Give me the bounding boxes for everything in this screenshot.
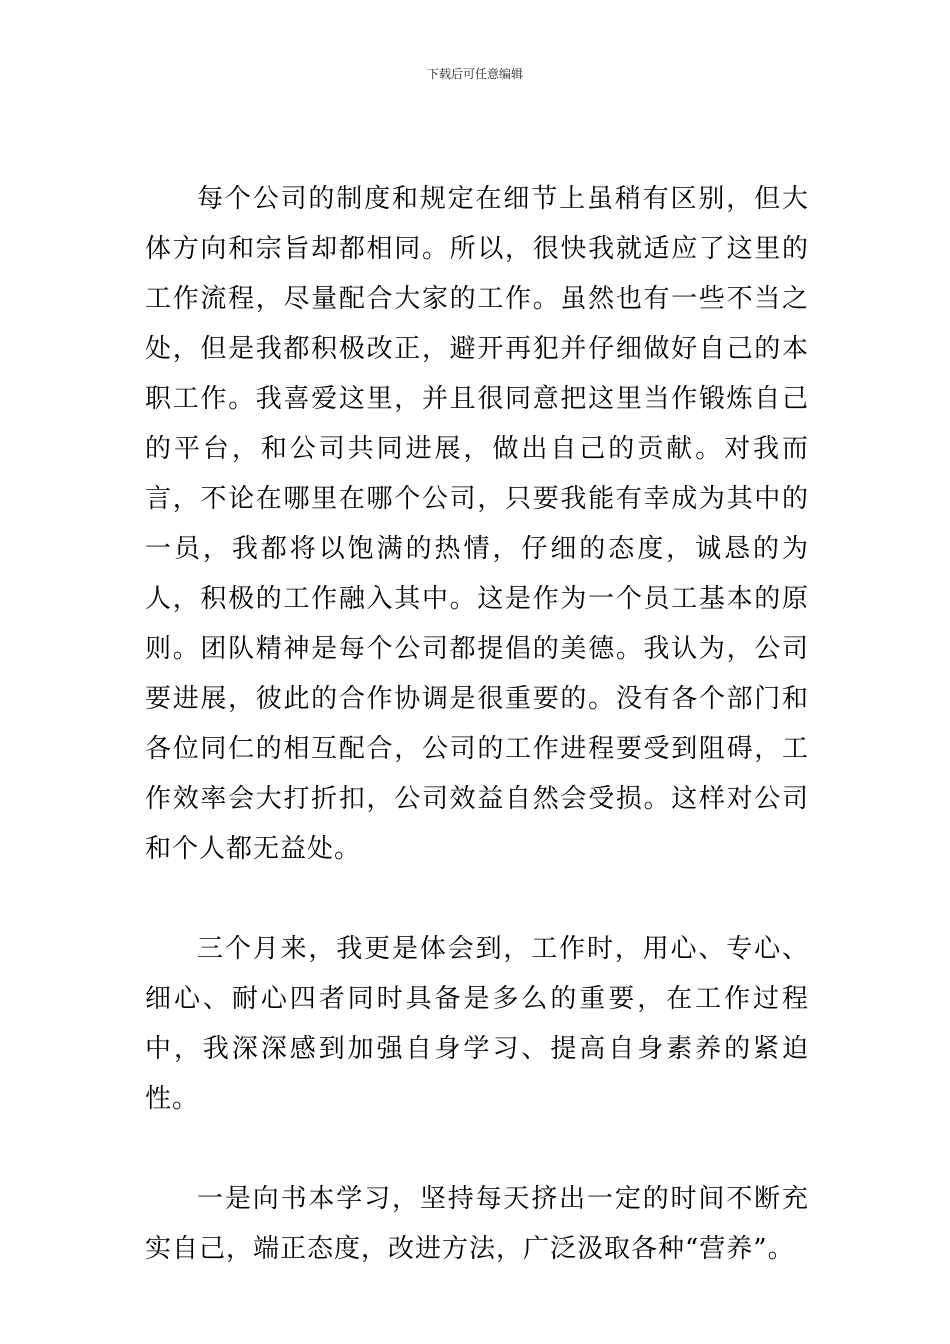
paragraph-3: 一是向书本学习，坚持每天挤出一定的时间不断充实自己，端正态度，改进方法，广泛汲取各种“营养”。 [145,1184,809,1264]
document-body [145,174,809,1274]
paragraph-2: 三个月来，我更是体会到，工作时，用心、专心、细心、耐心四者同时具备是多么的重要，在工作过程中，我深深感到加强自身学习、提高自身素养的紧迫性。 [145,934,809,1114]
paragraph-1: 每个公司的制度和规定在细节上虽稍有区别，但大体方向和宗旨却都相同。所以，很快我就适应了这里的工作流程，尽量配合大家的工作。虽然也有一些不当之处，但是我都积极改正，避开再犯并仔细做好自己的本职工作。我喜爱这里，并且很同意把这里当作锻炼自己的平台，和公司共同进展，做出自己的贡献。对我而言，不论在哪里在哪个公司，只要我能有幸成为其中的一员，我都将以饱满的热情，仔细的态度，诚恳的为人，积极的工作融入其中。这是作为一个员工基本的原则。团队精神是每个公司都提倡的美德。我认为，公司要进展，彼此的合作协调是很重要的。没有各个部门和各位同仁的相互配合，公司的工作进程要受到阻碍，工作效率会大打折扣，公司效益自然会受损。这样对公司和个人都无益处。 [145,184,809,864]
page-header-note: 下载后可任意编辑 [426,67,523,81]
